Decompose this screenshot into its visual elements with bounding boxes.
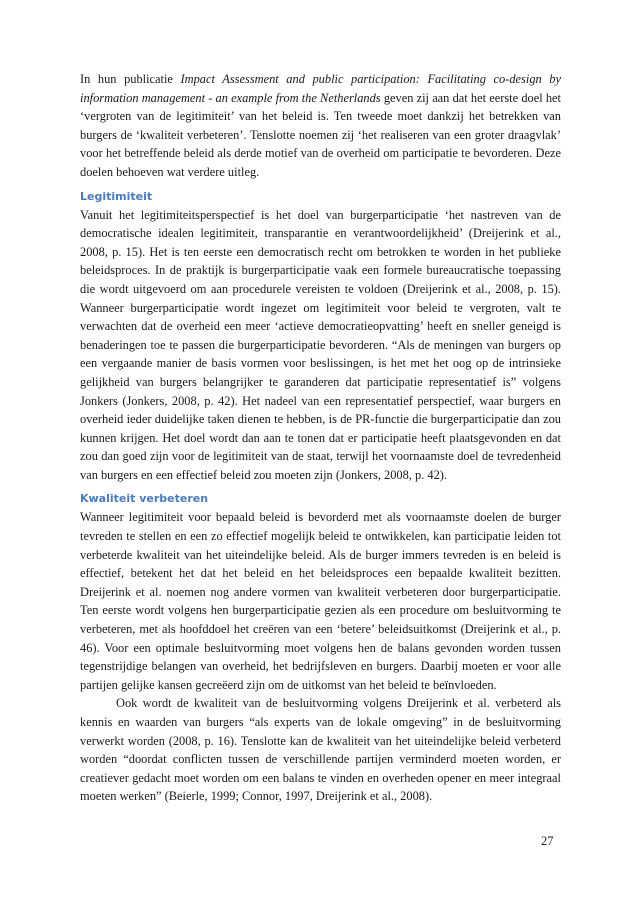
section-body-legitimiteit: Vanuit het legitimiteitsperspectief is het doel van burgerparticipatie ‘het nastreven van de democratische idealen legitimiteit, transparantie en verantwoordelijkheid’ (Dreijerink et al., 2008, p. 15). Het is ten eerste een democratisch recht om betrokken te worden in het publieke beleidsproces. In de praktijk is burgerparticipatie vaak een formele bureaucratische toepassing die wordt uitgevoerd om aan procedurele vereisten te voldoen (Dreijerink et al., 2008, p. 15). Wanneer burgerparticipatie wordt ingezet om legitimiteit voor beleid te vergroten, valt te verwachten dat de overheid een meer ‘actieve democratieopvatting’ heeft en sneller geneigd is benaderingen toe te passen die burgerparticipatie bevorderen. “Als de meningen van burgers op een vergaande manier de basis vormen voor beslissingen, is het met het oog op de intrinsieke gelijkheid van burgers belangrijker te garanderen dat participatie representatief is” volgens Jonkers (Jonkers, 2008, p. 42). Het nadeel van een representatief perspectief, waar burgers en overheid ieder duidelijke taken dienen te hebben, is de PR-functie die burgerparticipatie dan zou kunnen krijgen. Het doel wordt dan aan te tonen dat er participatie heeft plaatsgevonden en dat zou dan goed zijn voor de legitimiteit van de staat, terwijl het voornaamste doel de tevredenheid van burgers en een effectief beleid zou moeten zijn (Jonkers, 2008, p. 42). (80, 207, 561, 482)
intro-paragraph (80, 70, 561, 182)
section-heading-kwaliteit: Kwaliteit verbeteren (80, 492, 209, 506)
intro-rest: geven zij aan dat het eerste doel het ‘vergroten van de legitimiteit’ van het beleid is. Ten tweede moet dankzij het betrekken van burgers de ‘kwaliteit verbeteren’. Tenslotte noemen zij ‘het realiseren van een groter draagvlak’ voor het betreffende beleid als derde motief van de overheid om participatie te bevorderen. Deze doelen behoeven wat verdere uitleg. (80, 90, 561, 179)
section-heading-legitimiteit: Legitimiteit (80, 189, 153, 203)
intro-lead: In hun publicatie (80, 72, 181, 86)
section-body-kwaliteit-1: Wanneer legitimiteit voor bepaald beleid is bevorderd met als voornaamste doelen de burger tevreden te stellen en een zo effectief mogelijk beleid te ontwikkelen, kan participatie leiden tot verbeterde kwaliteit van het uiteindelijke beleid. Als de burger immers tevreden is en beleid is effectief, betekent het dat het beleid en het beleidsproces een bepaalde kwaliteit bezitten. Dreijerink et al. noemen nog andere vormen van kwaliteit verbeteren door burgerparticipatie. Ten eerste wordt volgens hen burgerparticipatie gezien als een procedure om besluitvorming te verbeteren, met als hoofddoel het creëren van een ‘betere’ beleidsuitkomst (Dreijerink et al., p. 46). Voor een optimale besluitvorming moet volgens hen de balans gevonden worden tussen tegenstrijdige belangen van overheid, het bedrijfsleven en burgers. Daarbij moeten er voor alle partijen gelijke kansen gecreëerd zijn om de uitkomst van het beleid te beïnvloeden. (80, 510, 561, 692)
page-number: 27 (541, 834, 554, 848)
page-content (80, 70, 561, 806)
publication-title: Impact Assessment and public participation: Facilitating co-design by information management - an example from the Netherlands (80, 72, 561, 105)
section-body-kwaliteit-2: Ook wordt de kwaliteit van de besluitvorming volgens Dreijerink et al. verbeterd als kennis en waarden van burgers “als experts van de lokale omgeving” in de besluitvorming verwerkt worden (2008, p. 16). Tenslotte kan de kwaliteit van het uiteindelijke beleid verbeterd worden “doordat conflicten tussen de verschillende partijen verminderd moeten worden, er creatiever gedacht moet worden om een balans te vinden en overheden opener en meer integraal moeten werken” (Beierle, 1999; Connor, 1997, Dreijerink et al., 2008). (80, 696, 561, 804)
